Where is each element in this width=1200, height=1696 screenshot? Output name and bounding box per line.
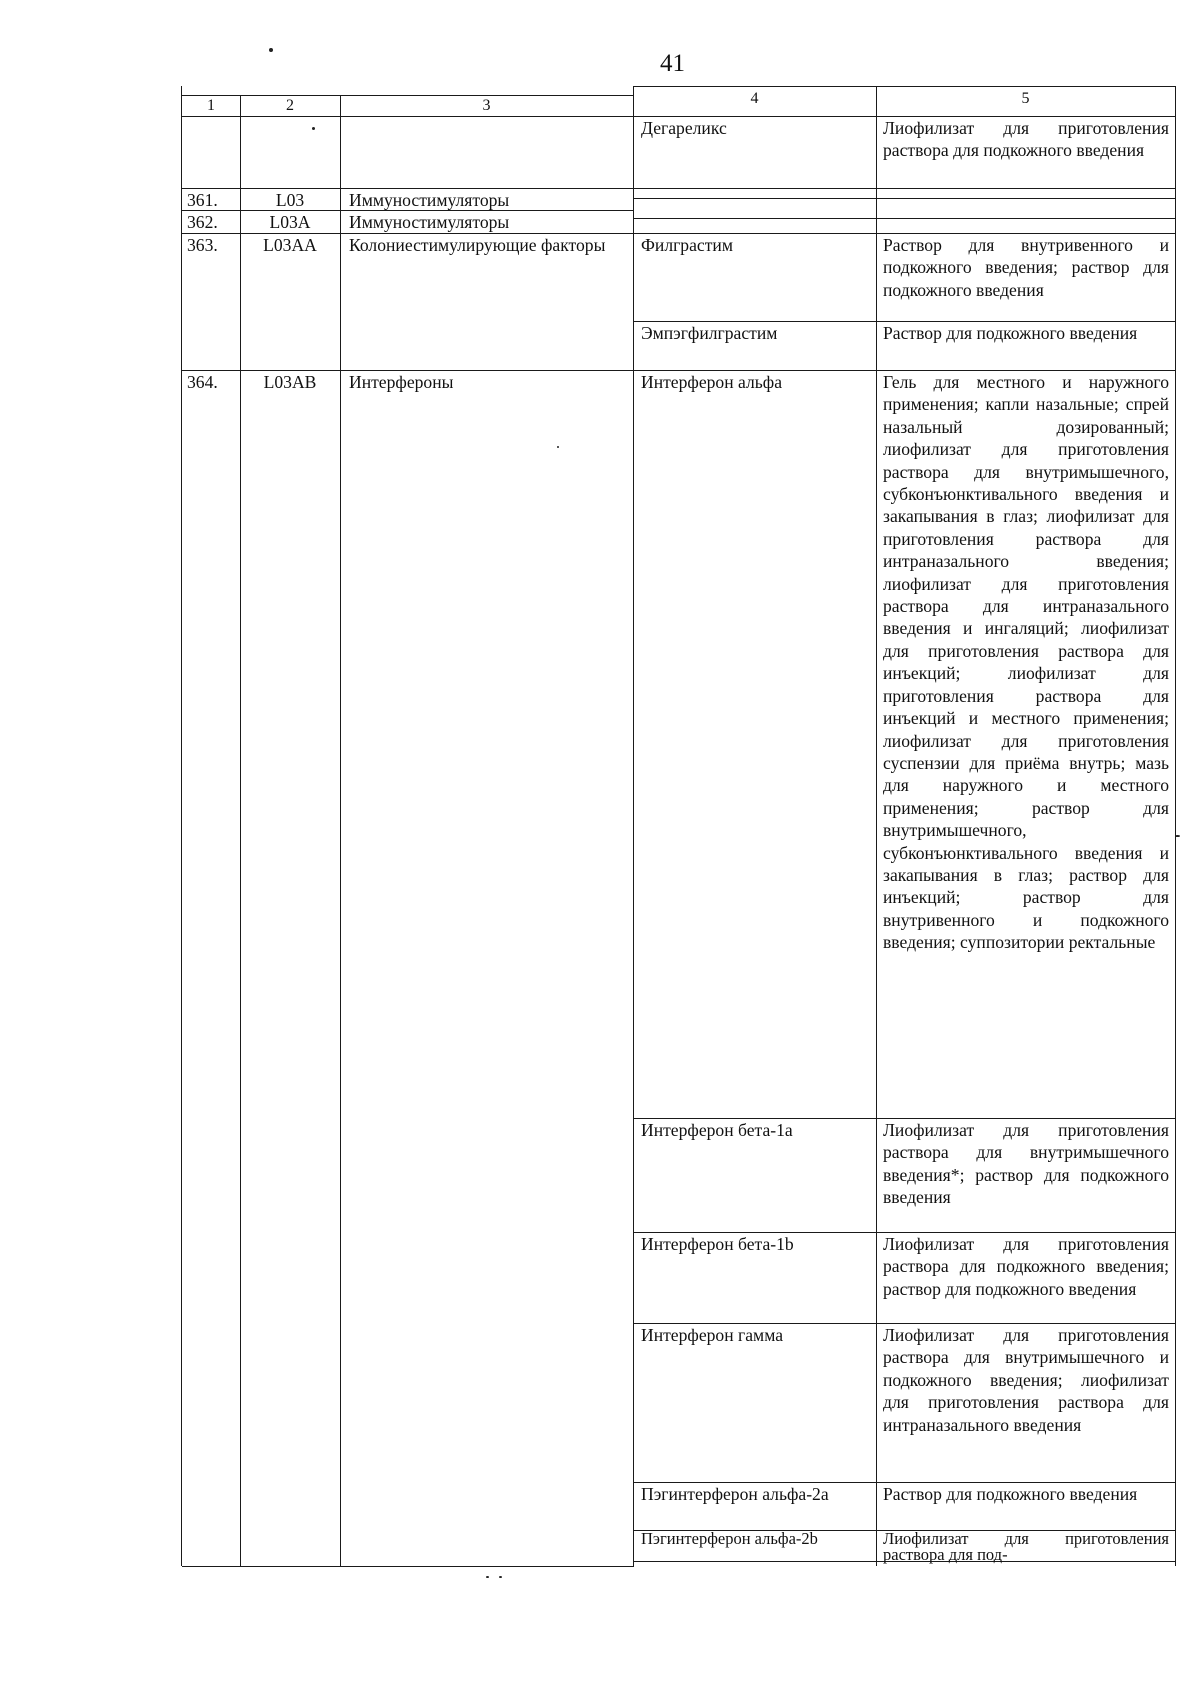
column-divider-3: [633, 86, 634, 1566]
atc-code: L03A: [269, 212, 311, 232]
column-header-4: 4: [750, 90, 759, 107]
drug-name: Пэгинтерферон альфа-2b: [641, 1529, 818, 1548]
column-header-1: 1: [207, 97, 215, 114]
column-header-5: 5: [1021, 90, 1030, 107]
drug-name: Интерферон альфа: [641, 372, 783, 392]
dosage-form: Лиофилизат для приготовления раствора для под-: [883, 1529, 1169, 1564]
scan-speck: [269, 48, 273, 52]
column-divider-4: [876, 86, 877, 1566]
drug-name: Интерферон гамма: [641, 1325, 784, 1345]
scan-speck: [499, 1576, 502, 1578]
drug-name: Филграстим: [641, 235, 733, 255]
row-number: 363.: [187, 235, 218, 255]
drug-name: Пэгинтерферон альфа-2a: [641, 1484, 829, 1504]
row-rule: [633, 218, 1176, 219]
page-number: 41: [660, 50, 685, 77]
drug-name: Интерферон бета-1b: [641, 1234, 794, 1254]
column-header-3: 3: [482, 97, 491, 114]
drug-name: Эмпэгфилграстим: [641, 323, 778, 343]
column-divider-1: [240, 95, 241, 1566]
table-border-bottom: [182, 1566, 634, 1567]
dosage-form: Раствор для подкожного введения: [883, 323, 1138, 343]
group-name: Иммуностимуляторы: [349, 190, 510, 210]
row-number: 362.: [187, 212, 218, 232]
scan-speck: [486, 1576, 489, 1578]
table-border-top-left: [182, 95, 633, 96]
table-border-top: [633, 86, 1176, 87]
group-name: Иммуностимуляторы: [349, 212, 510, 232]
row-number: 361.: [187, 190, 218, 210]
atc-code: L03AA: [263, 235, 317, 255]
drug-name: Дегареликс: [641, 118, 727, 138]
group-name: Интерфероны: [349, 372, 454, 392]
drug-table: [181, 86, 1177, 1566]
table-border-right: [1175, 86, 1176, 1566]
dosage-form: Лиофилизат для приготовления раствора для внутримышечного и подкожного введения; лиофилизат для приготовления раствора для интраназального введения: [883, 1325, 1169, 1435]
dosage-form: Лиофилизат для приготовления раствора для внутримышечного введения*; раствор для подкожного введения: [883, 1120, 1169, 1208]
dosage-form: Лиофилизат для приготовления раствора для подкожного введения: [883, 118, 1169, 161]
atc-code: L03: [275, 190, 305, 210]
column-divider-2: [340, 95, 341, 1566]
row-number: 364.: [187, 372, 218, 392]
drug-name: Интерферон бета-1а: [641, 1120, 793, 1140]
dosage-form: Раствор для внутривенного и подкожного введения; раствор для подкожного введения: [883, 235, 1169, 300]
group-name: Колониестимулирующие факторы: [349, 235, 606, 255]
dosage-form: Лиофилизат для приготовления раствора для подкожного введения; раствор для подкожного введения: [883, 1234, 1169, 1299]
column-header-2: 2: [286, 97, 294, 114]
row-rule: [633, 198, 1176, 199]
atc-code: L03AB: [263, 372, 317, 392]
dosage-form: Раствор для подкожного введения: [883, 1484, 1138, 1504]
dosage-form: Гель для местного и наружного применения; капли назальные; спрей назальный дозированный; лиофилизат для приготовления раствора для внутримышечного, субконъюнктивального введения и закапывания в глаз; лиофилизат для приготовления раствора для интраназального введения; лиофилизат для приготовления раствора для интраназального введения и ингаляций; лиофилизат для приготовления раствора для инъекций; лиофилизат для приготовления раствора для инъекций и местного применения; лиофилизат для приготовления суспензии для приёма внутрь; мазь для наружного и местного применения; раствор для внутримышечного, субконъюнктивального введения и закапывания в глаз; раствор для инъекций; раствор для внутривенного и подкожного введения; суппозитории ректальные: [883, 372, 1169, 953]
